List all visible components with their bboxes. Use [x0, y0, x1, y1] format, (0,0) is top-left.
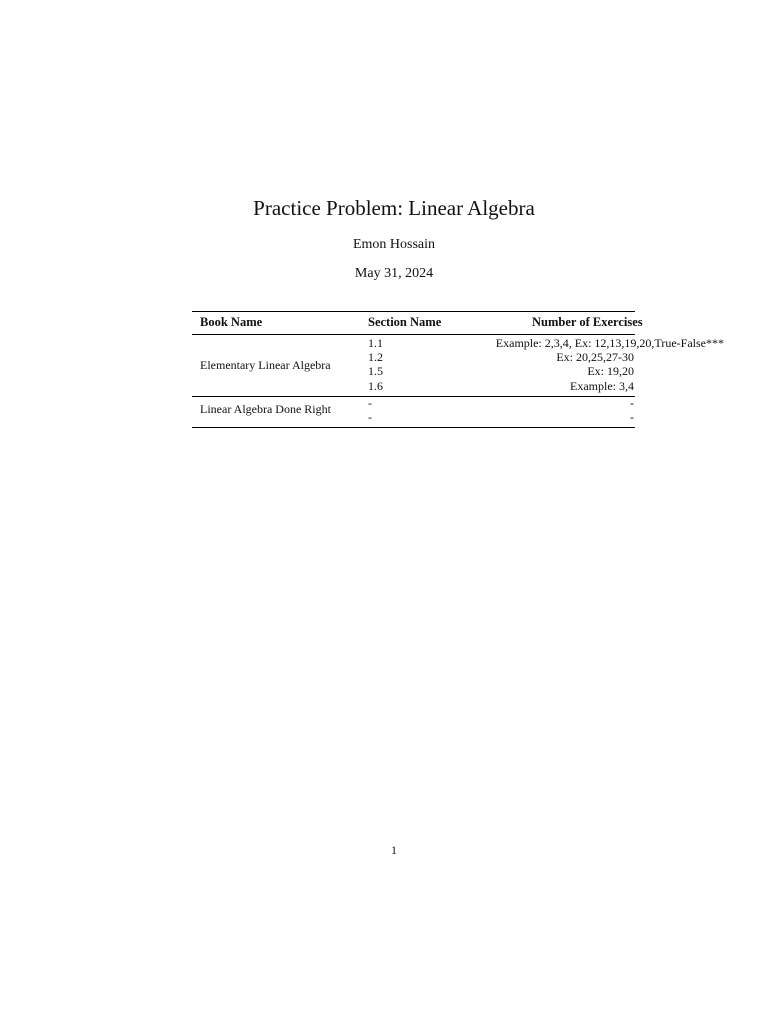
- exercise-cell: Ex: 19,20: [587, 364, 634, 379]
- section-cell: -: [368, 410, 372, 425]
- section-cell: 1.5: [368, 364, 383, 379]
- section-list: [368, 336, 383, 393]
- document-title: Practice Problem: Linear Algebra: [253, 196, 535, 220]
- header-number-of-exercises: Number of Exercises: [532, 315, 643, 329]
- exercise-cell: Ex: 20,25,27-30: [556, 350, 634, 365]
- section-list: [368, 396, 372, 424]
- page-number: 1: [391, 843, 397, 857]
- exercise-cell: Example: 3,4: [570, 378, 634, 393]
- exercise-list: [406, 336, 724, 393]
- table-group-rule: [192, 396, 635, 397]
- book-name-cell: Linear Algebra Done Right: [200, 402, 331, 416]
- exercise-list: [630, 396, 634, 424]
- table-bottom-rule: [192, 427, 635, 428]
- table-header-rule: [192, 334, 635, 335]
- section-cell: -: [368, 396, 372, 410]
- exercise-cell: -: [630, 396, 634, 410]
- exercise-cell: -: [630, 410, 634, 425]
- header-book-name: Book Name: [200, 315, 263, 329]
- exercise-cell: Example: 2,3,4, Ex: 12,13,19,20,True-False***: [495, 336, 724, 350]
- header-section-name: Section Name: [368, 315, 442, 329]
- section-cell: 1.6: [368, 378, 383, 393]
- book-name-cell: Elementary Linear Algebra: [200, 358, 331, 372]
- document-author: Emon Hossain: [352, 237, 436, 252]
- document-date: May 31, 2024: [354, 266, 434, 281]
- section-cell: 1.1: [368, 336, 383, 350]
- table-top-rule: [192, 311, 635, 312]
- section-cell: 1.2: [368, 350, 383, 365]
